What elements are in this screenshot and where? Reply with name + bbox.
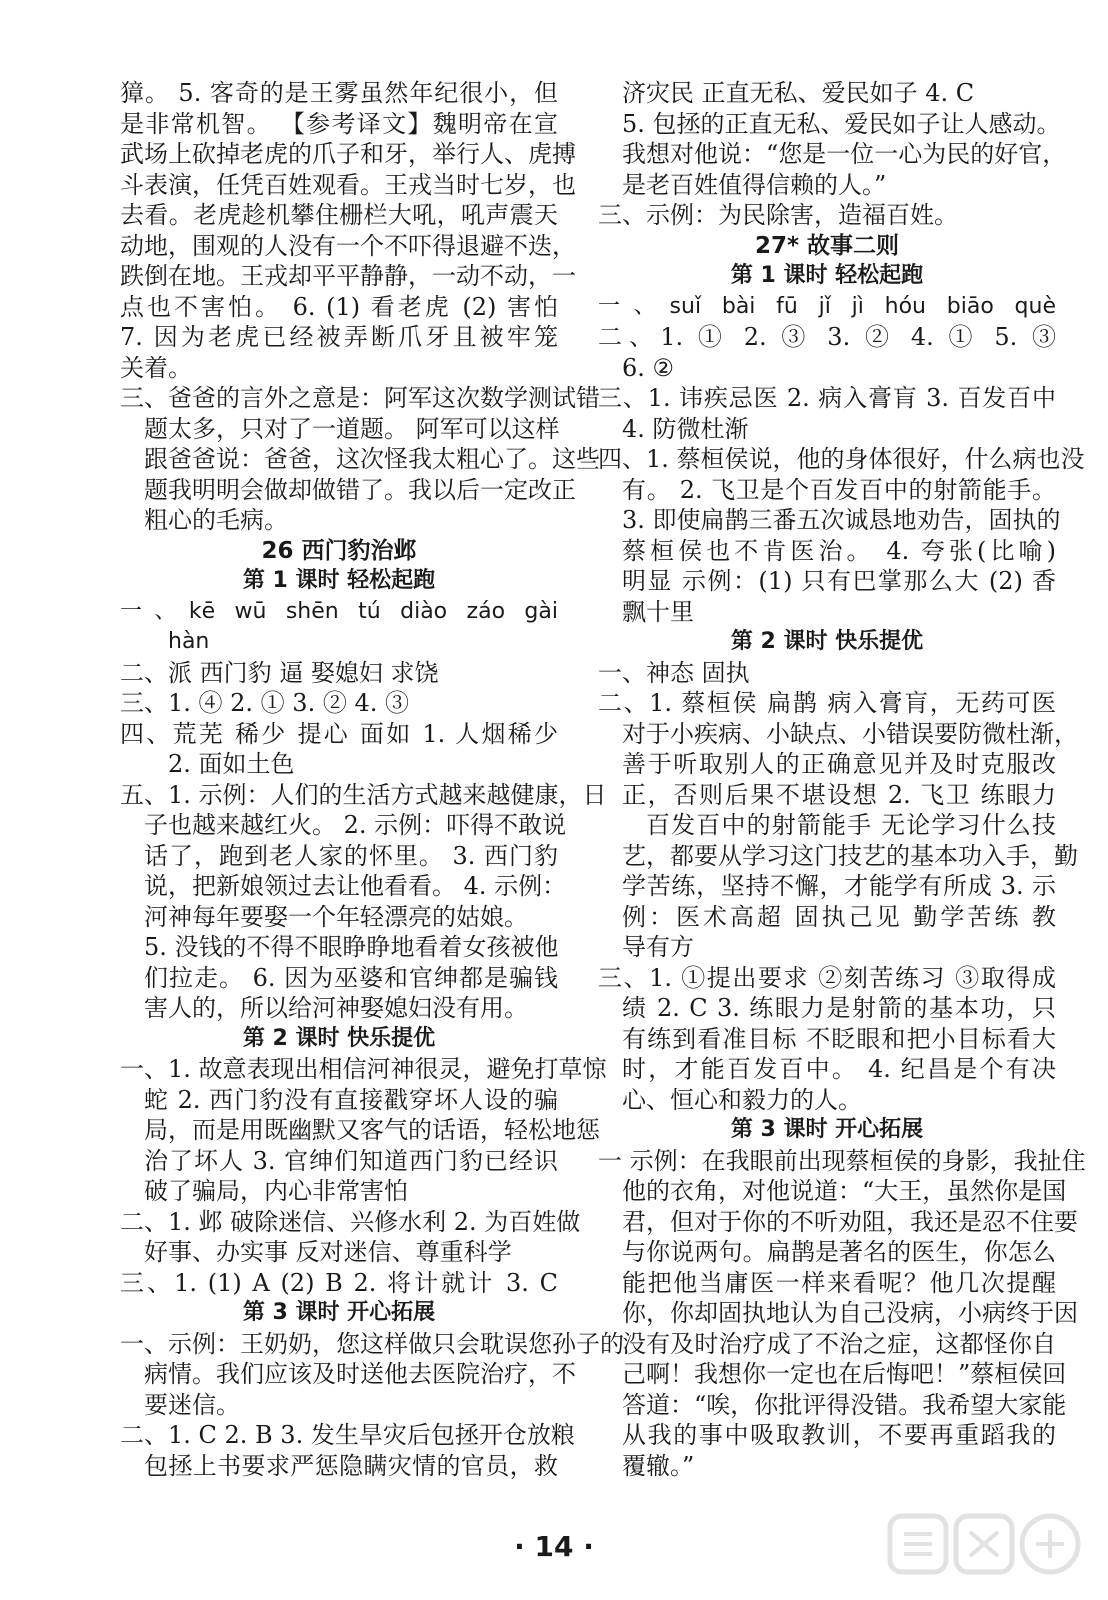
answer-line: 要迷信。: [144, 1390, 240, 1419]
answer-line: 五、1. 示例：人们的生活方式越来越健康，日: [120, 780, 607, 809]
answer-line: 一、示例：王奶奶，您这样做只会耽误您孙子的: [120, 1329, 624, 1358]
answer-line: 斗表演，任凭百姓观看。王戎当时七岁，也: [120, 170, 576, 199]
answer-line: 是老百姓值得信赖的人。”: [622, 170, 887, 199]
answer-line: 关着。: [120, 353, 192, 382]
answer-line: 跟爸爸说：爸爸，这次怪我太粗心了。这些: [144, 445, 600, 473]
answer-line: 明显 示例：(1) 只有巴掌那么大 (2) 香: [622, 567, 1056, 595]
answer-line: 题我明明会做却做错了。我以后一定改正: [144, 475, 576, 504]
answer-line: 害人的，所以给河神娶媳妇没有用。: [144, 994, 528, 1022]
answer-line: 话了，跑到老人家的怀里。 3. 西门豹: [144, 841, 558, 870]
section-heading: 第 1 课时 轻松起跑: [242, 568, 436, 593]
answer-line: 艺，都要从学习这门技艺的基本功入手，勤: [622, 841, 1078, 870]
answer-line: 3. 即使扁鹊三番五次诚恳地劝告，固执的: [622, 506, 1061, 534]
answer-line: 二、1. ① 2. ③ 3. ② 4. ① 5. ③: [598, 323, 1056, 351]
answer-line: 善于听取别人的正确意见并及时克服改: [622, 750, 1056, 778]
answer-line: 一 示例：在我眼前出现蔡桓侯的身影，我扯住: [598, 1146, 1086, 1175]
answer-line: 局，而是用既幽默又客气的话语，轻松地惩: [144, 1116, 600, 1144]
answer-line: 动地，围观的人没有一个不吓得退避不迭，: [120, 231, 576, 260]
section-heading: 26 西门豹治邺: [261, 537, 417, 564]
answer-line: 们拉走。 6. 因为巫婆和官绅都是骗钱: [144, 963, 558, 992]
answer-line: 时，才能百发百中。 4. 纪昌是个有决: [622, 1055, 1056, 1083]
answer-line: 三、1. ①提出要求 ②刻苦练习 ③取得成: [598, 963, 1056, 992]
section-heading: 第 3 课时 开心拓展: [730, 1117, 924, 1142]
answer-line: 从我的事中吸取教训，不要再重蹈我的: [622, 1421, 1056, 1449]
answer-line: 例：医术高超 固执己见 勤学苦练 教: [622, 902, 1056, 931]
answer-line: 对于小疾病、小缺点、小错误要防微杜渐，: [622, 719, 1078, 748]
left-text-column: [120, 78, 624, 1481]
answer-line: 你，你却固执地认为自己没病，小病终于因: [622, 1299, 1078, 1327]
answer-line: 5. 包拯的正直无私、爱民如子让人感动。: [622, 109, 1061, 138]
section-heading: 第 2 课时 快乐提优: [242, 1025, 436, 1051]
page-number: · 14 ·: [514, 1530, 594, 1563]
answer-line: 三、爸爸的言外之意是：阿军这次数学测试错: [120, 384, 600, 412]
answer-line: 没有及时治疗成了不治之症，这都怪你自: [622, 1329, 1056, 1358]
answer-line: 河神每年要娶一个年轻漂亮的姑娘。: [144, 902, 528, 931]
answer-line: 6. ②: [622, 353, 675, 382]
answer-line: 导有方: [622, 933, 694, 961]
answer-line: 5. 没钱的不得不眼睁睁地看着女孩被他: [144, 933, 559, 961]
answer-line: 病情。我们应该及时送他去医院治疗，不: [144, 1360, 576, 1388]
answer-line: 答道：“唉，你批评得没错。我希望大家能: [622, 1390, 1067, 1419]
answer-line: 君，但对于你的不听劝阻，我还是忍不住要: [622, 1207, 1078, 1236]
answer-line: 治了坏人 3. 官绅们知道西门豹已经识: [144, 1146, 558, 1175]
answer-line: 己啊！我想你一定也在后悔吧！”蔡桓侯回: [622, 1360, 1067, 1388]
section-heading: 第 1 课时 轻松起跑: [730, 263, 924, 288]
answer-line: 二、1. 蔡桓侯 扁鹊 病入膏肓，无药可医: [598, 689, 1056, 717]
answer-line: 二、1. 邺 破除迷信、兴修水利 2. 为百姓做: [120, 1207, 581, 1236]
answer-line: 三、1. 讳疾忌医 2. 病入膏肓 3. 百发百中: [598, 384, 1056, 412]
answer-line: 三、1. ④ 2. ① 3. ② 4. ③: [120, 689, 409, 717]
answer-line: 一、suǐ bài fū jǐ jì hóu biāo què: [598, 293, 1056, 319]
answer-line: 是非常机智。 【参考译文】魏明帝在宣: [120, 109, 558, 138]
answer-line: 7. 因为老虎已经被弄断爪牙且被牢笼: [120, 323, 558, 351]
watermark-logo-icon: [884, 1510, 1084, 1582]
right-text-column: [598, 78, 1086, 1481]
section-heading: 27* 故事二则: [754, 232, 900, 259]
answer-line: 一、神态 固执: [598, 658, 750, 687]
answer-line: 二、1. C 2. B 3. 发生旱灾后包拯开仓放粮: [120, 1421, 575, 1449]
answer-line: 百发百中的射箭能手 无论学习什么技: [646, 811, 1056, 839]
answer-line: 学苦练，坚持不懈，才能学有所成 3. 示: [622, 872, 1056, 900]
answer-line: 三、示例：为民除害，造福百姓。: [598, 201, 958, 229]
answer-line: 他的衣角，对他说道：“大王，虽然你是国: [622, 1177, 1067, 1205]
answer-line: 粗心的毛病。: [144, 506, 288, 534]
answer-line: 2. 面如土色: [168, 750, 295, 778]
answer-line: 与你说两句。扁鹊是著名的医生，你怎么: [622, 1238, 1056, 1266]
answer-line: 包拯上书要求严惩隐瞒灾情的官员，救: [144, 1451, 558, 1480]
answer-line: 我想对他说：“您是一位一心为民的好官，: [622, 140, 1067, 168]
answer-line: 有。 2. 飞卫是个百发百中的射箭能手。: [622, 475, 1056, 504]
answer-line: 题太多，只对了一道题。 阿军可以这样: [144, 414, 560, 443]
answer-line: hàn: [168, 629, 210, 654]
answer-line: 獐。 5. 客奇的是王雾虽然年纪很小，但: [120, 79, 558, 107]
answer-line: 点也不害怕。 6. (1) 看老虎 (2) 害怕: [120, 292, 558, 321]
answer-line: 子也越来越红火。 2. 示例：吓得不敢说: [144, 811, 567, 839]
answer-line: 飘十里: [622, 597, 694, 626]
answer-line: 二、派 西门豹 逼 娶媳妇 求饶: [120, 658, 439, 687]
answer-line: 一、1. 故意表现出相信河神很灵，避免打草惊: [120, 1055, 607, 1083]
answer-line: 蔡桓侯也不肯医治。 4. 夸张(比喻): [622, 536, 1056, 565]
answer-line: 覆辙。”: [622, 1451, 695, 1480]
site-watermark-logo: [884, 1510, 1084, 1582]
answer-line: 4. 防微杜渐: [622, 414, 749, 443]
answer-line: 好事、办实事 反对迷信、尊重科学: [144, 1238, 512, 1266]
answer-line: 三、1. (1) A (2) B 2. 将计就计 3. C: [120, 1268, 558, 1297]
answer-line: 破了骗局，内心非常害怕: [144, 1177, 408, 1205]
answer-line: 武场上砍掉老虎的爪子和牙，举行人、虎搏: [120, 140, 576, 168]
answer-line: 四、荒芜 稀少 提心 面如 1. 人烟稀少: [120, 719, 558, 748]
answer-line: 绩 2. C 3. 练眼力是射箭的基本功，只: [622, 994, 1056, 1022]
answer-line: 正，否则后果不堪设想 2. 飞卫 练眼力: [622, 780, 1056, 809]
answer-line: 有练到看准目标 不眨眼和把小目标看大: [622, 1024, 1056, 1053]
answer-line: 能把他当庸医一样来看呢？他几次提醒: [622, 1268, 1056, 1297]
answer-line: 一、kē wū shēn tú diào záo gài: [120, 598, 558, 624]
answer-line: 跌倒在地。王戎却平平静静，一动不动，一: [120, 262, 576, 290]
answer-line: 说，把新娘领过去让他看看。 4. 示例：: [144, 872, 567, 900]
answer-line: 蛇 2. 西门豹没有直接戳穿坏人设的骗: [144, 1085, 558, 1114]
section-heading: 第 3 课时 开心拓展: [242, 1300, 436, 1325]
answer-line: 心、恒心和毅力的人。: [622, 1085, 862, 1114]
answer-line: 四、1. 蔡桓侯说，他的身体很好，什么病也没: [598, 445, 1085, 473]
section-heading: 第 2 课时 快乐提优: [730, 629, 924, 654]
answer-line: 济灾民 正直无私、爱民如子 4. C: [622, 79, 975, 107]
answer-line: 去看。老虎趁机攀住栅栏大吼，吼声震天: [120, 201, 558, 229]
